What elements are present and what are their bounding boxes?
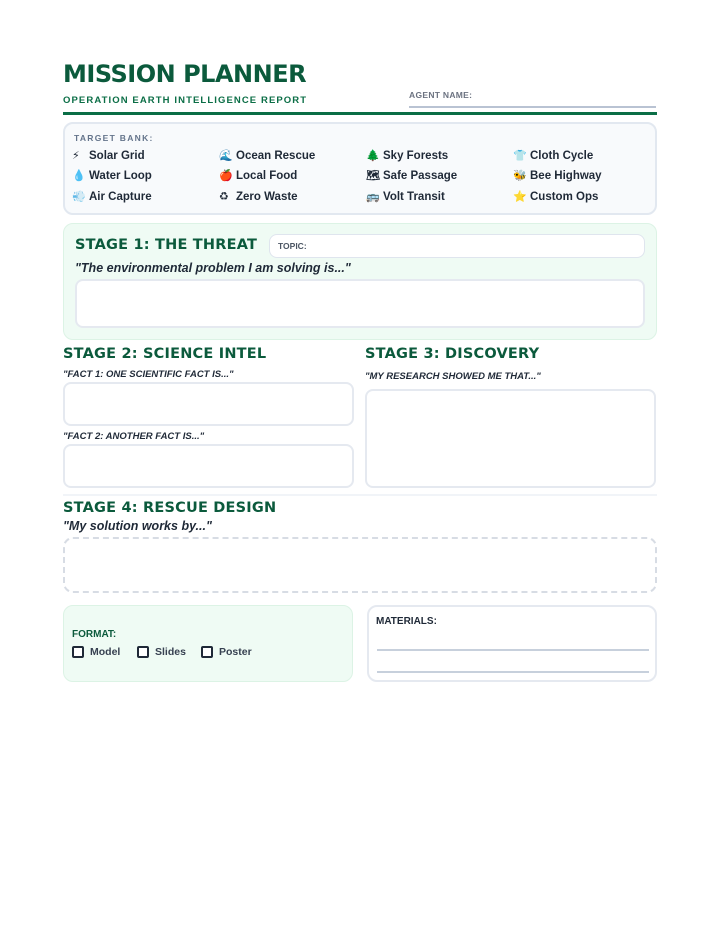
- stage3-prompt: "MY RESEARCH SHOWED ME THAT...": [365, 371, 541, 382]
- stage2-title: STAGE 2: SCIENCE INTEL: [63, 346, 267, 362]
- target-item[interactable]: [513, 190, 598, 203]
- target-item-label: Water Loop: [89, 169, 152, 182]
- target-item[interactable]: [366, 169, 457, 182]
- droplet-icon: 💧: [72, 170, 86, 182]
- target-item-label: Volt Transit: [383, 190, 445, 203]
- format-option-label: Model: [90, 646, 121, 658]
- format-label: FORMAT:: [72, 629, 117, 640]
- target-item-label: Zero Waste: [236, 190, 298, 203]
- checkbox-icon[interactable]: [137, 646, 149, 658]
- bus-icon: 🚌: [366, 191, 380, 203]
- fact2-prompt: "FACT 2: ANOTHER FACT IS...": [63, 431, 205, 442]
- target-item-label: Safe Passage: [383, 169, 458, 182]
- stage4-title: STAGE 4: RESCUE DESIGN: [63, 500, 277, 516]
- checkbox-icon[interactable]: [72, 646, 84, 658]
- format-option-model[interactable]: [72, 646, 120, 658]
- apple-icon: 🍎: [219, 170, 233, 182]
- lightning-icon: ⚡: [72, 150, 80, 162]
- header-rule: [63, 112, 657, 115]
- materials-line[interactable]: [377, 671, 649, 673]
- target-item-label: Bee Highway: [530, 169, 602, 182]
- shirt-icon: 👕: [513, 150, 527, 162]
- target-item[interactable]: [72, 190, 152, 203]
- discovery-answer-box[interactable]: [365, 389, 656, 488]
- target-item[interactable]: [219, 190, 298, 203]
- materials-label: MATERIALS:: [376, 616, 437, 627]
- page-title: MISSION PLANNER: [63, 60, 307, 88]
- solution-answer-box[interactable]: [63, 537, 657, 593]
- topic-label: TOPIC:: [278, 241, 307, 251]
- target-item-label: Custom Ops: [530, 190, 599, 203]
- target-item[interactable]: [366, 149, 448, 162]
- wave-icon: 🌊: [219, 150, 233, 162]
- format-option-label: Poster: [219, 646, 252, 658]
- page-subtitle: OPERATION EARTH INTELLIGENCE REPORT: [63, 95, 308, 106]
- stage1-prompt: "The environmental problem I am solving is...": [75, 261, 351, 275]
- agent-name-input-line[interactable]: [409, 106, 656, 108]
- stage1-title: STAGE 1: THE THREAT: [75, 237, 258, 253]
- format-option-poster[interactable]: [201, 646, 252, 658]
- fact2-answer-box[interactable]: [63, 444, 354, 488]
- target-item-label: Solar Grid: [89, 149, 145, 162]
- target-item[interactable]: [219, 169, 297, 182]
- target-item[interactable]: [513, 169, 602, 182]
- bee-icon: 🐝: [513, 170, 527, 182]
- recycle-icon: ♻: [219, 191, 229, 203]
- format-panel: [63, 605, 353, 682]
- target-item-label: Air Capture: [89, 190, 152, 203]
- fact1-answer-box[interactable]: [63, 382, 354, 426]
- checkbox-icon[interactable]: [201, 646, 213, 658]
- star-icon: ⭐: [513, 191, 527, 203]
- target-item-label: Local Food: [236, 169, 298, 182]
- threat-answer-box[interactable]: [75, 279, 645, 328]
- target-item[interactable]: [513, 149, 593, 162]
- target-item[interactable]: [72, 149, 145, 162]
- stage4-prompt: "My solution works by...": [63, 519, 212, 533]
- agent-name-label: AGENT NAME:: [409, 90, 473, 100]
- target-item[interactable]: [72, 169, 152, 182]
- format-option-label: Slides: [155, 646, 186, 658]
- target-item-label: Sky Forests: [383, 149, 449, 162]
- materials-line[interactable]: [377, 649, 649, 651]
- map-icon: 🗺: [366, 170, 380, 182]
- target-bank-label: TARGET BANK:: [74, 133, 154, 143]
- target-item[interactable]: [366, 190, 445, 203]
- target-item-label: Cloth Cycle: [530, 149, 594, 162]
- target-item[interactable]: [219, 149, 315, 162]
- format-option-slides[interactable]: [137, 646, 186, 658]
- fact1-prompt: "FACT 1: ONE SCIENTIFIC FACT IS...": [63, 369, 234, 380]
- topic-field[interactable]: [269, 234, 645, 258]
- materials-panel: [367, 605, 657, 682]
- stage3-title: STAGE 3: DISCOVERY: [365, 346, 540, 362]
- section-divider: [63, 494, 657, 496]
- tree-icon: 🌲: [366, 150, 380, 162]
- wind-icon: 💨: [72, 191, 86, 203]
- target-item-label: Ocean Rescue: [236, 149, 316, 162]
